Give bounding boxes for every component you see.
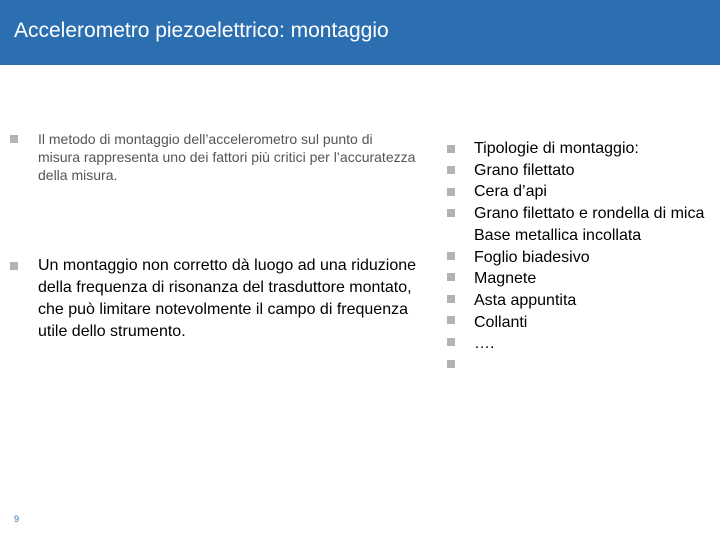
list-item: Cera d’api [474, 183, 547, 201]
left-paragraph-2: Un montaggio non corretto dà luogo ad una riduzione della frequenza di risonanza del trasduttore montato, che può limitare notevolmente il campo di frequenza utile dello strumento. [38, 257, 417, 340]
list-item: Foglio biadesivo [474, 248, 590, 266]
mounting-types-list [474, 138, 714, 355]
list-item: …. [474, 335, 495, 353]
bullet-marker [447, 209, 455, 217]
slide-title: Accelerometro piezoelettrico: montaggio [14, 19, 389, 42]
title-bar [0, 0, 720, 65]
bullet-marker [10, 262, 18, 270]
bullet-marker [447, 166, 455, 174]
list-item: Collanti [474, 313, 528, 331]
list-item: Grano filettato [474, 161, 575, 179]
left-paragraph-1: Il metodo di montaggio dell’accelerometro sul punto di misura rappresenta uno dei fattori più critici per l’accuratezza della misura. [38, 131, 416, 183]
bullet-marker [447, 188, 455, 196]
list-item: Asta appuntita [474, 291, 577, 309]
bullet-marker [447, 338, 455, 346]
list-item: Grano filettato e rondella di mica [474, 205, 705, 223]
bullet-marker [447, 252, 455, 260]
bullet-marker [447, 273, 455, 281]
list-item: Tipologie di montaggio: [474, 140, 639, 157]
list-item: Magnete [474, 270, 537, 288]
bullet-marker [447, 316, 455, 324]
list-item: Base metallica incollata [474, 226, 642, 244]
bullet-marker [447, 295, 455, 303]
bullet-marker [447, 145, 455, 153]
page-number: 9 [14, 514, 20, 524]
bullet-marker [10, 135, 18, 143]
bullet-marker [447, 360, 455, 368]
